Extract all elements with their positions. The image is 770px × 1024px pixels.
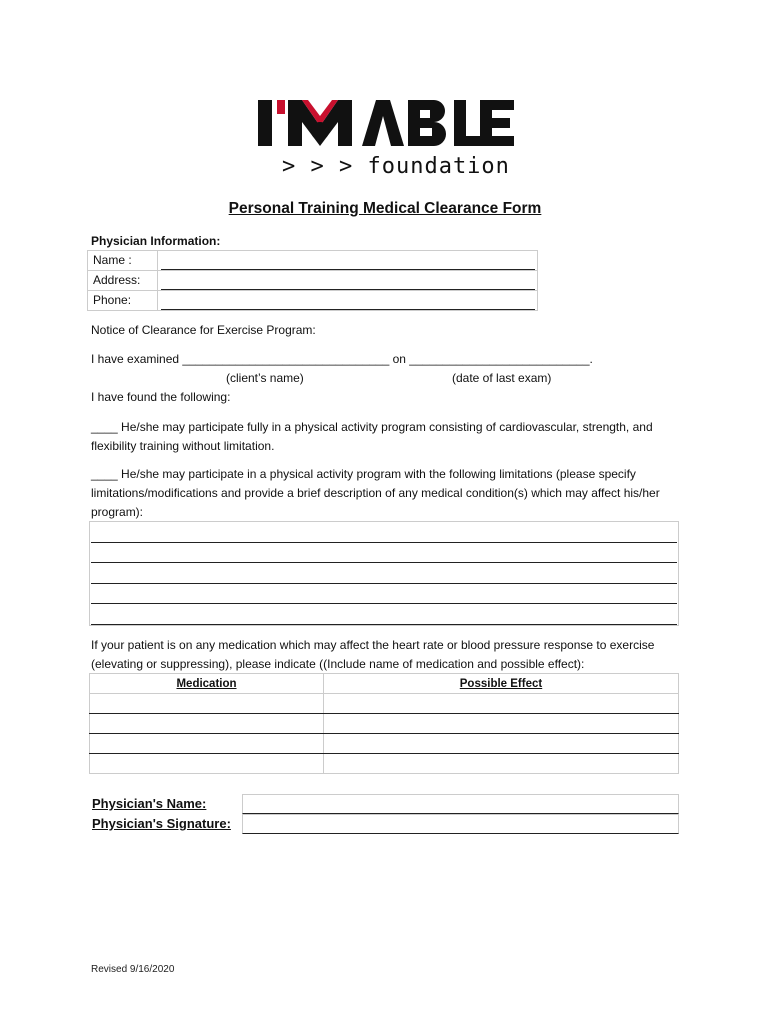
client-name-caption: (client’s name) <box>226 371 304 385</box>
physician-phone-field[interactable] <box>161 291 535 310</box>
physician-name-field[interactable] <box>161 251 535 270</box>
table-row <box>90 714 679 734</box>
physician-info-heading: Physician Information: <box>91 234 221 248</box>
limitations-line[interactable] <box>91 604 677 625</box>
revision-date: Revised 9/16/2020 <box>91 964 175 975</box>
physician-phone-label: Phone: <box>88 291 158 310</box>
physician-phone-row <box>88 291 537 310</box>
physician-signature-field[interactable] <box>242 814 679 834</box>
physician-name-row <box>88 251 537 271</box>
physician-signature-label: Physician's Signature: <box>92 816 231 831</box>
full-participation-option[interactable]: ____ He/she may participate fully in a physical activity program consisting of cardiovascular, strength, and flexibility training without limitation. <box>91 420 653 453</box>
medication-header: Medication <box>90 674 324 694</box>
logo-wordmark-graphic <box>258 98 514 150</box>
im-able-logo <box>258 98 514 184</box>
table-row <box>90 734 679 754</box>
limited-participation-option[interactable]: ____ He/she may participate in a physical activity program with the following limitations (please specify limitations/modifications and provide a brief description of any medical condition(s) which may affect his/her program): <box>91 467 660 519</box>
limitations-line[interactable] <box>91 563 677 584</box>
medication-cell[interactable] <box>90 694 324 714</box>
table-row <box>90 754 679 774</box>
physician-info-table <box>87 250 538 311</box>
possible-effect-header: Possible Effect <box>324 674 679 694</box>
medication-intro: If your patient is on any medication which may affect the heart rate or blood pressure response to exercise (elevating or suppressing), please indicate ((Include name of medication and possible effect): <box>91 638 655 671</box>
medication-cell[interactable] <box>90 734 324 754</box>
medication-cell[interactable] <box>90 714 324 734</box>
effect-cell[interactable] <box>324 694 679 714</box>
found-following-text: I have found the following: <box>91 390 231 404</box>
effect-cell[interactable] <box>324 714 679 734</box>
logo-tagline: > > > foundation <box>282 154 510 179</box>
effect-cell[interactable] <box>324 734 679 754</box>
notice-heading: Notice of Clearance for Exercise Program: <box>91 323 316 337</box>
limitations-writing-area[interactable] <box>89 521 679 626</box>
physician-address-row <box>88 271 537 291</box>
physician-signature-block <box>89 794 679 834</box>
physician-name-sign-label: Physician's Name: <box>92 796 207 811</box>
physician-address-field[interactable] <box>161 271 535 290</box>
limitations-line[interactable] <box>91 522 677 543</box>
exam-date-caption: (date of last exam) <box>452 371 552 385</box>
examined-line[interactable]: I have examined _______________________________ on ___________________________. <box>91 352 593 366</box>
limitations-line[interactable] <box>91 584 677 605</box>
medication-cell[interactable] <box>90 754 324 774</box>
physician-address-label: Address: <box>88 271 158 290</box>
physician-name-label: Name : <box>88 251 158 270</box>
physician-signature-row <box>89 814 679 834</box>
limitations-line[interactable] <box>91 543 677 564</box>
physician-name-sign-field[interactable] <box>242 794 679 814</box>
medication-table <box>89 673 679 774</box>
table-row <box>90 694 679 714</box>
form-title: Personal Training Medical Clearance Form <box>228 200 542 217</box>
effect-cell[interactable] <box>324 754 679 774</box>
physician-name-sign-row <box>89 794 679 814</box>
